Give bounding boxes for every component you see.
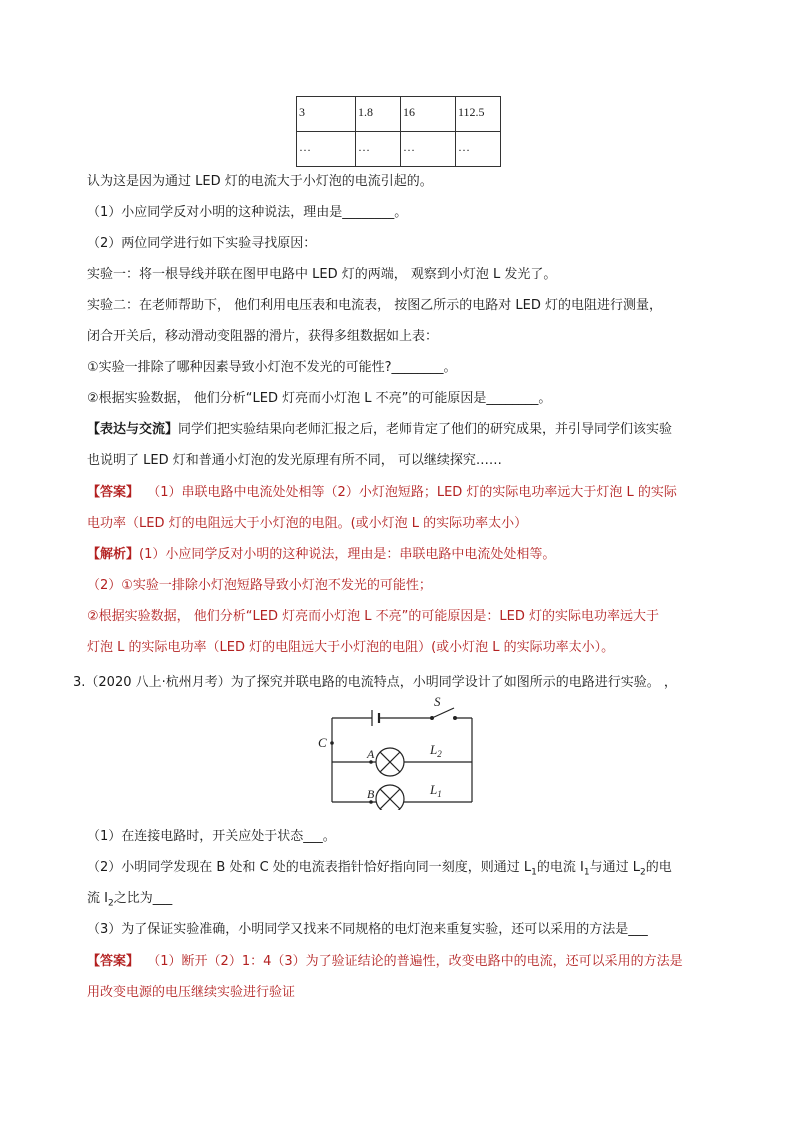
answer-text: （1）串联电路中电流处处相等（2）小灯泡短路；LED 灯的实际电功率远大于灯泡 L 的实际	[147, 485, 677, 500]
express-text: 同学们把实验结果向老师汇报之后，老师肯定了他们的研究成果，并引导同学们该实验	[178, 422, 673, 437]
table-cell: 3	[297, 97, 356, 132]
table-cell: …	[297, 132, 356, 167]
lamp-l1-icon	[376, 785, 404, 810]
q2-intro-line: 认为这是因为通过 LED 灯的电流大于小灯泡的电流引起的。	[87, 174, 433, 189]
express-label: 【表达与交流】	[87, 422, 179, 437]
q3-answer-line1	[87, 952, 683, 972]
table-cell: 112.5	[456, 97, 501, 132]
q3-sub1: （1）在连接电路时，开关应处于状态___。	[87, 829, 336, 844]
table-cell: 16	[401, 97, 456, 132]
q2-sub2: （2）两位同学进行如下实验寻找原因：	[87, 236, 317, 251]
table-cell: …	[456, 132, 501, 167]
switch-lever	[432, 708, 454, 718]
q2-exp2-line2: 闭合开关后，移动滑动变阻器的滑片，获得多组数据如上表：	[87, 329, 439, 344]
q2-express-line2: 也说明了 LED 灯和普通小灯泡的发光原理有所不同， 可以继续探究……	[87, 453, 502, 468]
q2-express-line1	[87, 420, 672, 440]
parallel-circuit-diagram	[310, 690, 490, 810]
q2-question-c2: ②根据实验数据， 他们分析“LED 灯亮而小灯泡 L 不亮”的可能原因是________。	[87, 391, 552, 406]
answer-label: 【答案】	[87, 954, 140, 969]
table-cell: …	[401, 132, 456, 167]
label-a: A	[367, 747, 375, 761]
q3-answer-line2: 用改变电源的电压继续实验进行验证	[87, 985, 296, 1000]
label-l2: $L_2$	[430, 742, 442, 759]
q2-exp2-line1: 实验二：在老师帮助下， 他们利用电压表和电流表， 按图乙所示的电路对 LED 灯的电阻进行测量，	[87, 298, 662, 313]
q2-exp1: 实验一：将一根导线并联在图甲电路中 LED 灯的两端， 观察到小灯泡 L 发光了。	[87, 267, 557, 282]
table-row	[297, 132, 501, 167]
switch-pivot	[430, 716, 434, 720]
q2-analysis-line3: ②根据实验数据， 他们分析“LED 灯亮而小灯泡 L 不亮”的可能原因是：LED 灯的实际电功率远大于	[87, 609, 659, 624]
point-c	[330, 741, 334, 745]
switch-contact	[453, 716, 457, 720]
table-row	[297, 97, 501, 132]
answer-label: 【答案】	[87, 485, 140, 500]
q2-analysis-line1	[87, 545, 555, 565]
data-table	[296, 96, 501, 167]
q2-answer-line1	[87, 483, 677, 503]
q3-sub2-line2: 流 $I_2$之比为___	[87, 891, 173, 909]
q3-sub3: （3）为了保证实验准确，小明同学又找来不同规格的电灯泡来重复实验，还可以采用的方法是___	[87, 922, 648, 937]
q2-analysis-line2: （2）①实验一排除小灯泡短路导致小灯泡不发光的可能性；	[87, 578, 432, 593]
analysis-label: 【解析】	[87, 547, 140, 562]
q3-sub2-line1: （2）小明同学发现在 B 处和 C 处的电流表指针恰好指向同一刻度，则通过 $L_1$的电流 $I_1$与通过 $L_2$的电	[87, 860, 672, 878]
label-b: B	[367, 787, 375, 801]
q2-sub1: （1）小应同学反对小明的这种说法，理由是________。	[87, 205, 408, 220]
table-cell: 1.8	[356, 97, 401, 132]
analysis-text: (1）小应同学反对小明的这种说法，理由是：串联电路中电流处处相等。	[139, 547, 556, 562]
label-c: C	[318, 735, 327, 750]
q2-answer-line2: 电功率（LED 灯的电阻远大于小灯泡的电阻。(或小灯泡 L 的实际功率太小）	[87, 516, 528, 531]
table-cell: …	[356, 132, 401, 167]
label-l1: $L_1$	[430, 782, 442, 799]
answer-text: （1）断开（2）1：4（3）为了验证结论的普遍性，改变电路中的电流，还可以采用的方法是	[147, 954, 683, 969]
q3-stem: 3.（2020 八上·杭州月考）为了探究并联电路的电流特点，小明同学设计了如图所示的电路进行实验。 ，	[73, 675, 677, 690]
q2-analysis-line4: 灯泡 L 的实际电功率（LED 灯的电阻远大于小灯泡的电阻）(或小灯泡 L 的实际功率太小）。	[87, 640, 615, 655]
q2-question-c1: ①实验一排除了哪种因素导致小灯泡不发光的可能性?________。	[87, 360, 457, 375]
label-s: S	[434, 694, 441, 709]
